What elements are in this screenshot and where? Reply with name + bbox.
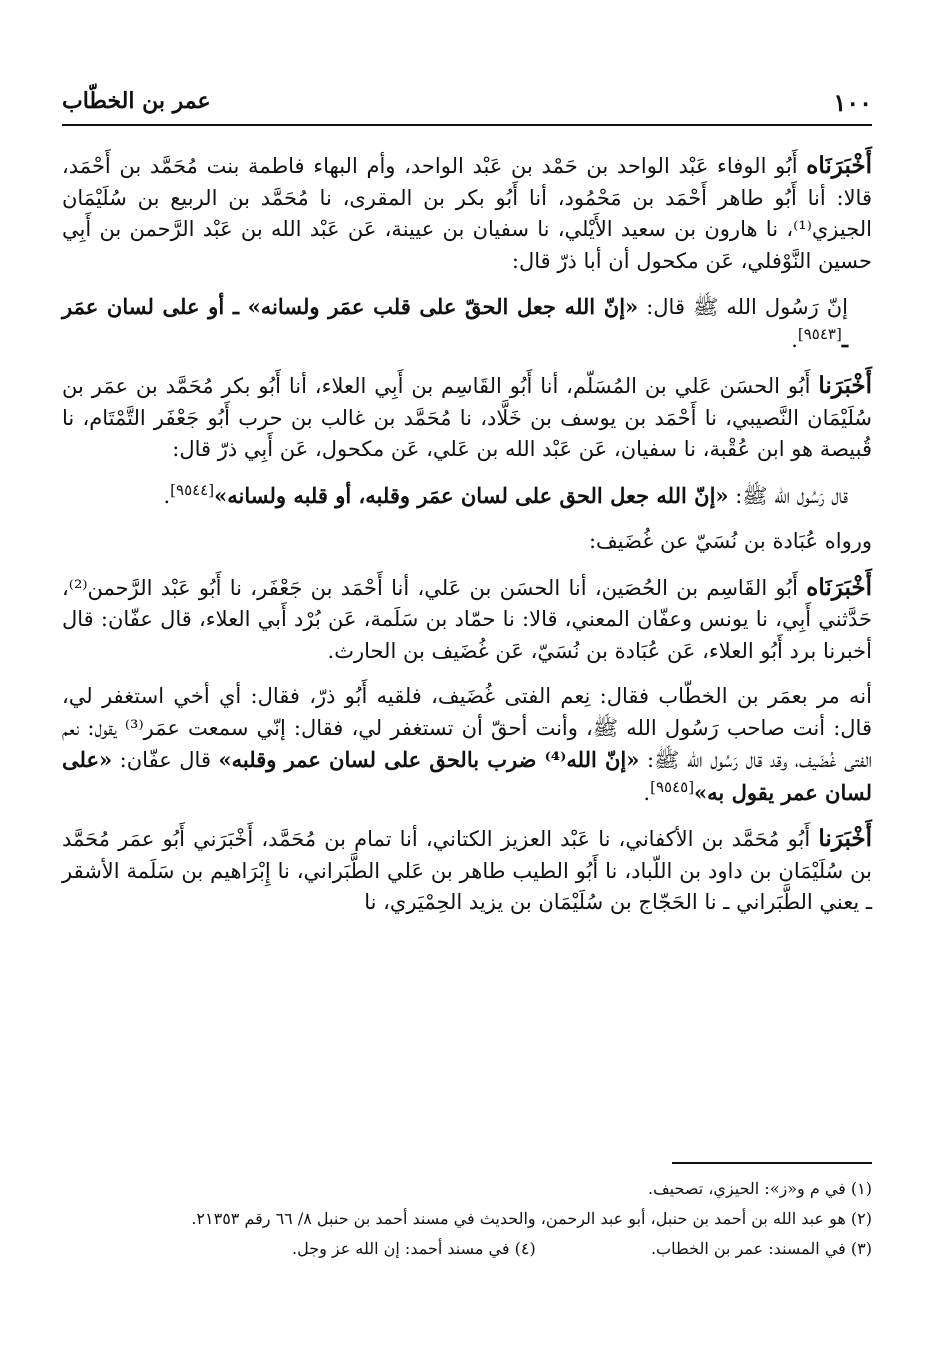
paragraph-1 — [62, 150, 872, 277]
paragraph-text: أَبُو الحسَن عَلي بن المُسَلّم، أنا أَبُو القَاسِم بن أَبِي العلاء، أنا أَبُو بكر مُحَمَّد بن عمَر بن سُلَيْمَان النَّصيبي، نا أَحْمَد بن يوسف بن خَلَّاد، نا مُحَمَّد بن غالب بن حرب أَبُو جَعْفَر التَّمْتَام، نا قُبيصة هو ابن عُقْبة، نا سفيان، عَن عَبْد الله بن عَلي، عَن مكحول، عَن أَبِي ذرّ قال: — [62, 374, 872, 461]
paragraph-text: أَبُو القَاسِم بن الحُصَين، أنا الحسَن بن عَلي، أنا أَحْمَد بن جَعْفَر، نا أَبُو عَبْد الرَّحمن⁽²⁾، حَدَّثني أَبِي، نا يونس وعفّان المعني، قالا: نا حمّاد بن سَلَمة، عَن بُرْد أَبي العلاء، قال عفّان: قال أخبرنا برد أَبُو العلاء، عَن عُبَادة بن نُسَيّ، عَن غُضَيف بن الحارث. — [62, 575, 872, 663]
hadith-quote-2 — [62, 480, 848, 513]
hadith-number: [٩٥٤٣] — [797, 324, 842, 343]
footnote-text: في م و«ز»: الحيزي، تصحيف. — [648, 1179, 846, 1198]
hadith-text: «إنّ الله⁽⁴⁾ ضرب بالحق على لسان عمر وقلبه» — [218, 747, 640, 772]
narration-note — [62, 526, 872, 558]
paragraph-4 — [62, 681, 872, 809]
hadith-number: [٩٥٤٤] — [170, 480, 215, 499]
footnote-number: (٢) — [850, 1209, 872, 1228]
chain-lead: أَخْبَرَنَاه — [806, 152, 872, 179]
footnote-number: (١) — [850, 1179, 872, 1198]
footnote-1 — [62, 1174, 872, 1204]
paragraph-text: أَبُو الوفاء عَبْد الواحد بن حَمْد بن عَبْد الواحد، وأم البهاء فاطمة بنت مُحَمَّد بن أَحْمَد، قالا: أنا أَبُو طاهر أَحْمَد بن مَحْمُود، أنا أَبُو بكر بن المقرى، نا مُحَمَّد بن الربيع بن سُلَيْمَان الجيزي⁽¹⁾، نا هارون بن سعيد الأَيْلي، نا سفيان بن عيينة، عَن عَبْد الله بن عَبْد الرَّحمن بن أَبِي حسين النَّوْفلي، عَن مكحول أن أبا ذرّ قال: — [62, 154, 872, 273]
footnote-number: (٤) — [514, 1239, 536, 1258]
footnote-rule — [672, 1162, 872, 1164]
paragraph-text: ورواه عُبَادة بن نُسَيّ عن غُضَيف: — [588, 529, 872, 553]
running-title: عمر بن الخطّاب — [62, 88, 211, 114]
chain-lead: أَخْبَرَنا — [818, 825, 872, 852]
footnotes — [62, 1174, 872, 1264]
sentence-end: . — [163, 483, 171, 508]
paragraph-text: أنه مر بعمَر بن الخطّاب فقال: نِعم الفتى غُضَيف، فلقيه أَبُو ذرّ، فقال: أي أخي استغفر لي، قال: أنت صاحب رَسُول الله ﷺ، وأنت أحقّ أن تستغفر لي، فقال: إنّي سمعت عمَر⁽³⁾ يقول: نعم الفتى غُضَيف، وقد قال رَسُول الله ﷺ: — [62, 684, 872, 772]
footnote-4 — [292, 1234, 536, 1264]
main-text — [62, 150, 872, 933]
page-header — [62, 88, 872, 124]
chain-lead: أَخْبَرَنَاه — [806, 573, 872, 601]
quote-variant: ـ أو على لسان عمَر ـ — [62, 294, 848, 352]
quote-intro: قال رَسُول الله ﷺ: — [728, 483, 848, 508]
hadith-text: «على لسان عمر يقول به» — [62, 747, 872, 805]
sentence-end: . — [791, 327, 798, 352]
sentence-end: . — [643, 780, 651, 805]
footnote-row — [62, 1234, 872, 1264]
paragraph-3 — [62, 572, 872, 668]
footnote-text: في مسند أحمد: إن الله عز وجل. — [292, 1239, 510, 1258]
page-number: ١٠٠ — [833, 88, 872, 117]
footnote-number: (٣) — [850, 1239, 872, 1258]
footnote-2 — [62, 1204, 872, 1234]
chain-lead: أَخْبَرَنا — [818, 372, 872, 399]
hadith-quote-1 — [62, 291, 848, 356]
footnote-text: في المسند: عمر بن الخطاب. — [650, 1239, 846, 1258]
paragraph-text: قال عفّان: — [112, 748, 219, 772]
quote-intro: إنّ رَسُول الله ﷺ قال: — [638, 295, 849, 319]
paragraph-text: أَبُو مُحَمَّد بن الأكفاني، نا عَبْد العزيز الكتاني، أنا تمام بن مُحَمَّد، أَخْبَرَني أَبُو عمَر مُحَمَّد بن سُلَيْمَان بن داود بن اللّباد، نا أَبُو الطيب طاهر بن عَلي الطَّبَراني، نا إِبْرَاهيم بن سَلَمة الأشقر ـ يعني الطَّبَراني ـ نا الحَجّاج بن سُلَيْمَان بن يزيد الحِمْيَري، نا — [62, 827, 872, 914]
header-rule — [62, 124, 872, 126]
footnote-3 — [651, 1234, 872, 1264]
paragraph-5 — [62, 823, 872, 919]
hadith-number: [٩٥٤٥] — [650, 777, 695, 796]
hadith-text: «إنّ الله جعل الحق على لسان عمَر وقلبه، أو قلبه ولسانه» — [214, 482, 729, 508]
paragraph-2 — [62, 370, 872, 466]
hadith-text: «إنّ الله جعل الحقّ على قلب عمَر ولسانه» — [247, 294, 639, 319]
footnote-text: هو عبد الله بن أحمد بن حنبل، أبو عبد الرحمن، والحديث في مسند أحمد بن حنبل ٨/ ٦٦ رقم ٢١٣٥٣. — [191, 1209, 846, 1228]
